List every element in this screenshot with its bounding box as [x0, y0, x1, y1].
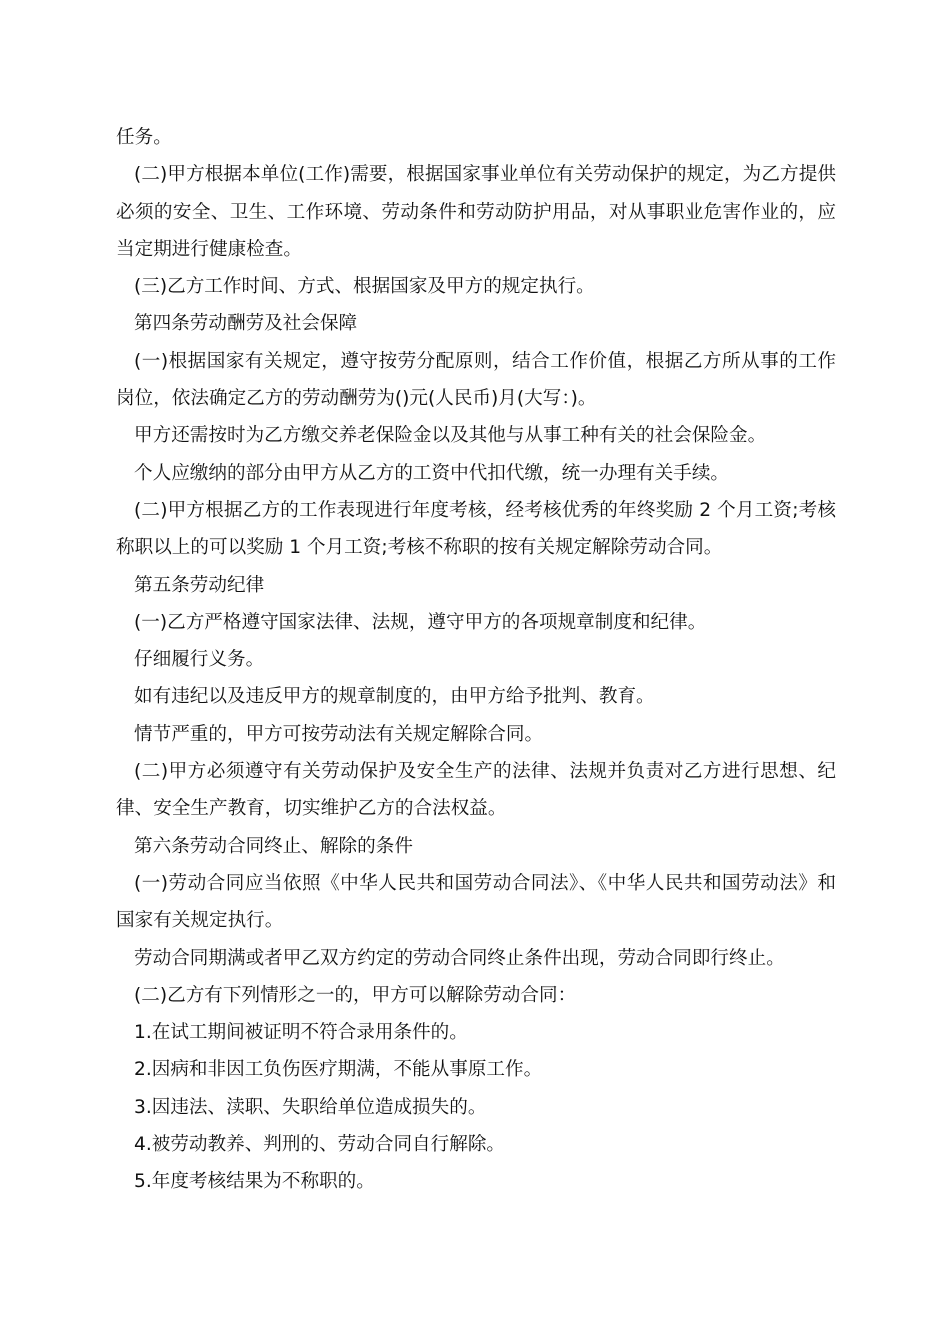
section-heading-4: 第四条劳动酬劳及社会保障	[134, 313, 358, 335]
section-heading-5: 第五条劳动纪律	[134, 574, 265, 596]
paragraph-13: (二)甲方必须遵守有关劳动保护及安全生产的法律、法规并负责对乙方进行思想、纪律、安全生产教育，切实维护乙方的合法权益。	[116, 761, 836, 820]
paragraph-12: 情节严重的，甲方可按劳动法有关规定解除合同。	[134, 723, 544, 745]
paragraph-17: (二)乙方有下列情形之一的，甲方可以解除劳动合同：	[134, 984, 577, 1006]
paragraph-11: 如有违纪以及违反甲方的规章制度的，由甲方给予批判、教育。	[134, 686, 655, 708]
list-item-1: 1.在试工期间被证明不符合录用条件的。	[134, 1022, 468, 1044]
list-item-4: 4.被劳动教养、判刑的、劳动合同自行解除。	[134, 1134, 506, 1156]
list-item-3: 3.因违法、渎职、失职给单位造成损失的。	[134, 1096, 487, 1118]
list-item-5: 5.年度考核结果为不称职的。	[134, 1171, 375, 1193]
paragraph-16: 劳动合同期满或者甲乙双方约定的劳动合同终止条件出现，劳动合同即行终止。	[134, 947, 785, 969]
paragraph-5: 甲方还需按时为乙方缴交养老保险金以及其他与从事工种有关的社会保险金。	[134, 425, 767, 447]
paragraph-6: 个人应缴纳的部分由甲方从乙方的工资中代扣代缴，统一办理有关手续。	[134, 462, 730, 484]
list-item-2: 2.因病和非因工负伤医疗期满，不能从事原工作。	[134, 1059, 543, 1081]
section-heading-6: 第六条劳动合同终止、解除的条件	[134, 835, 413, 857]
paragraph-7: (二)甲方根据乙方的工作表现进行年度考核，经考核优秀的年终奖励 2 个月工资;考核称职以上的可以奖励 1 个月工资;考核不称职的按有关规定解除劳动合同。	[116, 499, 836, 559]
paragraph-10: 仔细履行义务。	[134, 649, 265, 671]
paragraph-1: (二)甲方根据本单位(工作)需要，根据国家事业单位有关劳动保护的规定，为乙方提供必须的安全、卫生、工作环境、劳动条件和劳动防护用品，对从事职业危害作业的，应当定期进行健康检查。	[116, 164, 836, 260]
paragraph-2: (三)乙方工作时间、方式、根据国家及甲方的规定执行。	[134, 276, 595, 298]
paragraph-15: (一)劳动合同应当依照《中华人民共和国劳动合同法》、《中华人民共和国劳动法》和国家有关规定执行。	[116, 872, 836, 932]
paragraph-4: (一)根据国家有关规定，遵守按劳分配原则，结合工作价值，根据乙方所从事的工作岗位，依法确定乙方的劳动酬劳为()元(人民币)月(大写：)。	[116, 350, 836, 410]
paragraph-9: (一)乙方严格遵守国家法律、法规，遵守甲方的各项规章制度和纪律。	[134, 611, 707, 633]
paragraph-0: 任务。	[116, 127, 172, 148]
document-body	[116, 119, 836, 1201]
